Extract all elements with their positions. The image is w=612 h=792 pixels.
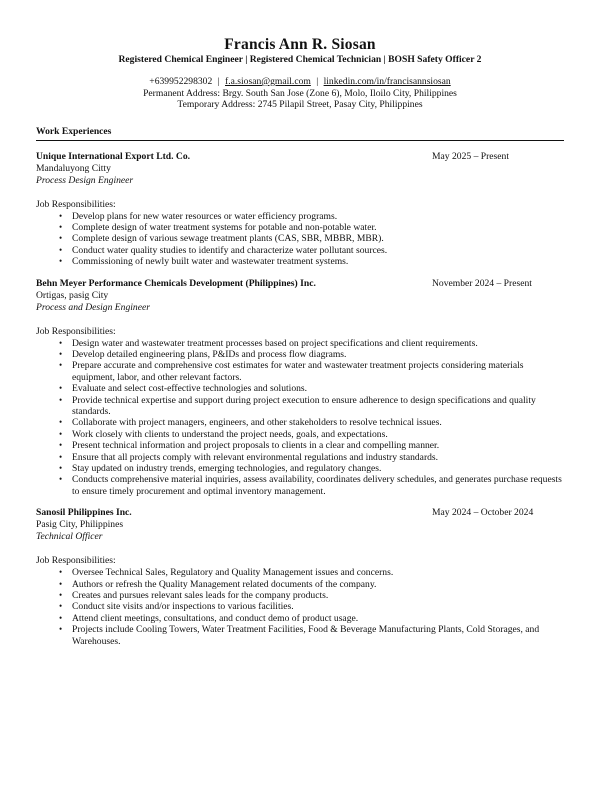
job-role: Process and Design Engineer (36, 301, 150, 313)
bullet-icon: • (59, 221, 63, 232)
list-item (36, 211, 564, 222)
job-header (36, 507, 564, 519)
job-role: Technical Officer (36, 531, 103, 543)
list-item (36, 338, 564, 349)
bullet-icon: • (59, 612, 63, 623)
list-item (36, 222, 564, 233)
section-divider (36, 140, 564, 141)
list-item (36, 474, 564, 497)
list-item (36, 383, 564, 394)
job-entry (36, 278, 564, 498)
bullet-icon: • (59, 440, 63, 451)
company-name: Sanosil Philippines Inc. (36, 507, 132, 519)
bullet-icon: • (59, 337, 63, 348)
candidate-name: Francis Ann R. Siosan (224, 36, 376, 53)
job-location: Ortigas, pasig City (36, 289, 109, 301)
professional-titles: Registered Chemical Engineer | Registered Chemical Technician | BOSH Safety Officer 2 (118, 54, 482, 65)
bullet-icon: • (59, 256, 63, 267)
bullet-icon: • (59, 474, 63, 485)
list-item (36, 601, 564, 612)
job-location: Pasig City, Philippines (36, 519, 124, 531)
list-item-text: Commissioning of newly built water and wastewater treatment systems. (72, 256, 349, 268)
bullet-icon: • (59, 244, 63, 255)
linkedin-link[interactable]: linkedin.com/in/francisannsiosan (323, 76, 451, 87)
list-item-text: Authors or refresh the Quality Management related documents of the company. (72, 578, 377, 590)
list-item-text: Projects include Cooling Towers, Water Treatment Facilities, Food & Beverage Manufacturing Plants, Cold Storages, and Warehouses. (72, 624, 540, 647)
list-item (36, 395, 564, 418)
bullet-icon: • (59, 451, 63, 462)
bullet-icon: • (59, 601, 63, 612)
list-item (36, 613, 564, 624)
list-item (36, 349, 564, 360)
job-header (36, 278, 564, 290)
responsibilities-list (36, 211, 564, 268)
list-item (36, 590, 564, 601)
bullet-icon: • (59, 348, 63, 359)
list-item-text: Develop plans for new water resources or water efficiency programs. (72, 210, 338, 222)
contact-separator: | (316, 76, 319, 87)
responsibilities-label: Job Responsibilities: (36, 198, 116, 210)
list-item-text: Present technical information and project proposals to clients in a clear and compelling manner. (72, 440, 440, 452)
job-dates: May 2024 – October 2024 (432, 507, 534, 519)
phone-number: +639952298302 (149, 76, 213, 87)
list-item-text: Collaborate with project managers, engineers, and other stakeholders to resolve technical issues. (72, 417, 442, 429)
list-item-text: Develop detailed engineering plans, P&IDs and process flow diagrams. (72, 348, 347, 360)
list-item-text: Attend client meetings, consultations, and conduct demo of product usage. (72, 612, 359, 624)
list-item (36, 417, 564, 428)
list-item (36, 429, 564, 440)
list-item (36, 256, 564, 267)
bullet-icon: • (59, 590, 63, 601)
resume-page (36, 36, 564, 647)
temporary-address: Temporary Address: 2745 Pilapil Street, Pasay City, Philippines (177, 99, 423, 110)
permanent-address: Permanent Address: Brgy. South San Jose (Zone 6), Molo, Iloilo City, Philippines (143, 87, 457, 99)
list-item-text: Prepare accurate and comprehensive cost estimates for water and wastewater treatment projects considering materials equipment, labor, and other relevant factors. (72, 360, 524, 383)
list-item-text: Conduct site visits and/or inspections to various facilities. (72, 601, 294, 613)
list-item-text: Creates and pursues relevant sales leads for the company products. (72, 590, 329, 602)
section-title-work-experiences: Work Experiences (36, 125, 112, 137)
job-dates: November 2024 – Present (432, 277, 532, 289)
list-item-text: Conducts comprehensive material inquiries, assess availability, coordinates delivery schedules, and generates purchase requests to ensure timely procurement and optimal inventory management. (72, 474, 562, 497)
company-name: Behn Meyer Performance Chemicals Development (Philippines) Inc. (36, 277, 316, 289)
responsibilities-list (36, 338, 564, 498)
bullet-icon: • (59, 233, 63, 244)
job-role: Process Design Engineer (36, 174, 134, 186)
bullet-icon: • (59, 210, 63, 221)
list-item-text: Provide technical expertise and support during project execution to ensure adherence to design specifications and quality standards. (72, 394, 536, 417)
bullet-icon: • (59, 383, 63, 394)
job-entry (36, 507, 564, 647)
list-item-text: Evaluate and select cost-effective technologies and solutions. (72, 383, 308, 395)
bullet-icon: • (59, 624, 63, 635)
job-location: Mandaluyong Citty (36, 162, 111, 174)
list-item-text: Complete design of water treatment systems for potable and non-potable water. (72, 221, 377, 233)
job-header (36, 151, 564, 163)
responsibilities-label: Job Responsibilities: (36, 325, 116, 337)
job-entry (36, 151, 564, 268)
list-item (36, 360, 564, 383)
bullet-icon: • (59, 360, 63, 371)
list-item (36, 452, 564, 463)
bullet-icon: • (59, 463, 63, 473)
responsibilities-list (36, 567, 564, 647)
list-item-text: Complete design of various sewage treatment plants (CAS, SBR, MBBR, MBR). (72, 233, 384, 245)
list-item (36, 624, 564, 647)
job-dates: May 2025 – Present (432, 150, 510, 162)
list-item-text: Ensure that all projects comply with relevant environmental regulations and industry standards. (72, 451, 439, 463)
contact-line (36, 76, 564, 88)
responsibilities-label: Job Responsibilities: (36, 555, 116, 567)
bullet-icon: • (59, 417, 63, 428)
list-item (36, 245, 564, 256)
list-item-text: Stay updated on industry trends, emerging technologies, and regulatory changes. (72, 463, 382, 474)
company-name: Unique International Export Ltd. Co. (36, 150, 191, 162)
list-item-text: Oversee Technical Sales, Regulatory and Quality Management issues and concerns. (72, 567, 394, 579)
contact-separator: | (217, 76, 220, 87)
list-item (36, 463, 564, 474)
bullet-icon: • (59, 428, 63, 439)
list-item-text: Conduct water quality studies to identify and characterize water pollutant sources. (72, 244, 388, 256)
list-item (36, 567, 564, 578)
bullet-icon: • (59, 567, 63, 578)
bullet-icon: • (59, 578, 63, 589)
list-item (36, 233, 564, 244)
email-link[interactable]: f.a.siosan@gmail.com (225, 76, 311, 87)
list-item-text: Work closely with clients to understand the project needs, goals, and expectations. (72, 428, 388, 440)
bullet-icon: • (59, 394, 63, 405)
list-item (36, 579, 564, 590)
list-item (36, 440, 564, 451)
list-item-text: Design water and wastewater treatment processes based on project specifications and client requirements. (72, 337, 478, 349)
